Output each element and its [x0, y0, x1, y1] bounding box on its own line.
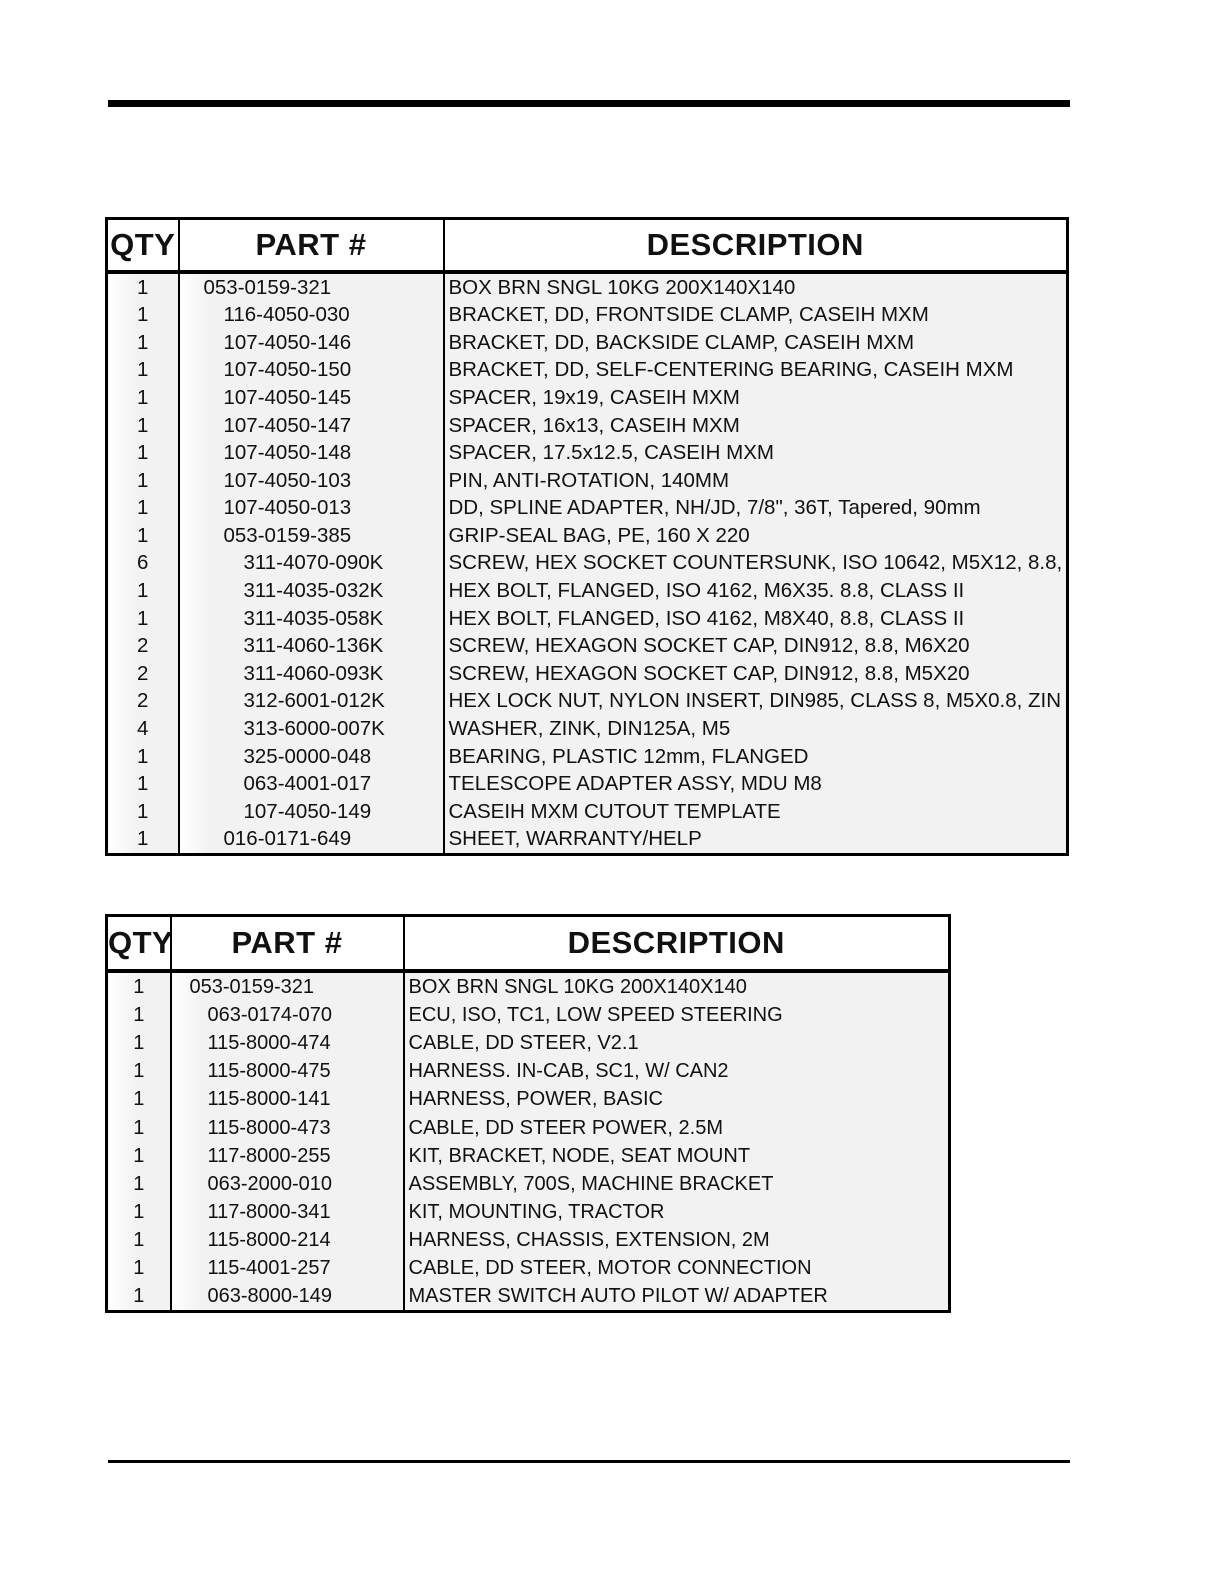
part-number-cell: 115-8000-214	[171, 1226, 404, 1254]
qty-cell: 1	[107, 1226, 171, 1254]
header-row	[107, 219, 1068, 273]
description-cell: DD, SPLINE ADAPTER, NH/JD, 7/8", 36T, Tapered, 90mm	[444, 495, 1068, 523]
description-cell: BOX BRN SNGL 10KG 200X140X140	[444, 272, 1068, 302]
table-row	[107, 302, 1068, 330]
description-cell: SPACER, 16x13, CASEIH MXM	[444, 412, 1068, 440]
part-number-cell: 107-4050-103	[179, 467, 444, 495]
qty-cell: 1	[107, 329, 179, 357]
table-row	[107, 1254, 950, 1282]
part-number-cell: 107-4050-150	[179, 357, 444, 385]
bottom-rule	[108, 1460, 1070, 1463]
qty-cell: 1	[107, 971, 171, 1001]
table-row	[107, 412, 1068, 440]
qty-cell: 1	[107, 743, 179, 771]
description-header: DESCRIPTION	[444, 219, 1068, 273]
table-row	[107, 1029, 950, 1057]
qty-cell: 1	[107, 302, 179, 330]
description-cell: WASHER, ZINK, DIN125A, M5	[444, 716, 1068, 744]
part-number-cell: 107-4050-147	[179, 412, 444, 440]
description-cell: CABLE, DD STEER POWER, 2.5M	[404, 1113, 950, 1141]
description-cell: BRACKET, DD, SELF-CENTERING BEARING, CASEIH MXM	[444, 357, 1068, 385]
table-row	[107, 716, 1068, 744]
part-number-cell: 053-0159-321	[171, 971, 404, 1001]
part-number-header: PART #	[179, 219, 444, 273]
description-cell: HEX LOCK NUT, NYLON INSERT, DIN985, CLASS 8, M5X0.8, ZIN	[444, 688, 1068, 716]
part-number-cell: 107-4050-149	[179, 798, 444, 826]
qty-cell: 1	[107, 1254, 171, 1282]
table-row	[107, 798, 1068, 826]
table-row	[107, 1226, 950, 1254]
part-number-cell: 115-4001-257	[171, 1254, 404, 1282]
table-row	[107, 1085, 950, 1113]
table-row	[107, 329, 1068, 357]
table-row	[107, 357, 1068, 385]
qty-cell: 1	[107, 1085, 171, 1113]
table-row	[107, 1057, 950, 1085]
qty-header: QTY	[107, 916, 171, 972]
qty-cell: 1	[107, 771, 179, 799]
qty-cell: 1	[107, 1282, 171, 1312]
parts-table-1	[105, 217, 1069, 856]
table-row	[107, 1001, 950, 1029]
table-row	[107, 467, 1068, 495]
qty-cell: 1	[107, 1142, 171, 1170]
qty-cell: 1	[107, 1170, 171, 1198]
part-number-cell: 116-4050-030	[179, 302, 444, 330]
description-cell: SCREW, HEXAGON SOCKET CAP, DIN912, 8.8, M5X20	[444, 660, 1068, 688]
description-cell: MASTER SWITCH AUTO PILOT W/ ADAPTER	[404, 1282, 950, 1312]
qty-header: QTY	[107, 219, 179, 273]
part-number-cell: 313-6000-007K	[179, 716, 444, 744]
qty-cell: 6	[107, 550, 179, 578]
description-cell: HARNESS, POWER, BASIC	[404, 1085, 950, 1113]
table-row	[107, 743, 1068, 771]
part-number-cell: 311-4035-032K	[179, 578, 444, 606]
qty-cell: 2	[107, 688, 179, 716]
table-row	[107, 578, 1068, 606]
table-row	[107, 495, 1068, 523]
description-cell: SCREW, HEXAGON SOCKET CAP, DIN912, 8.8, M6X20	[444, 633, 1068, 661]
table-row	[107, 440, 1068, 468]
table-row	[107, 771, 1068, 799]
description-cell: ASSEMBLY, 700S, MACHINE BRACKET	[404, 1170, 950, 1198]
qty-cell: 1	[107, 384, 179, 412]
part-number-cell: 016-0171-649	[179, 826, 444, 855]
part-number-cell: 063-2000-010	[171, 1170, 404, 1198]
table-row	[107, 688, 1068, 716]
qty-cell: 1	[107, 826, 179, 855]
part-number-cell: 107-4050-013	[179, 495, 444, 523]
part-number-cell: 107-4050-146	[179, 329, 444, 357]
table-row	[107, 272, 1068, 302]
qty-cell: 1	[107, 495, 179, 523]
part-number-cell: 311-4060-093K	[179, 660, 444, 688]
part-number-cell: 311-4035-058K	[179, 605, 444, 633]
description-cell: BOX BRN SNGL 10KG 200X140X140	[404, 971, 950, 1001]
description-cell: HARNESS. IN-CAB, SC1, W/ CAN2	[404, 1057, 950, 1085]
description-cell: KIT, MOUNTING, TRACTOR	[404, 1198, 950, 1226]
part-number-cell: 311-4070-090K	[179, 550, 444, 578]
part-number-cell: 115-8000-475	[171, 1057, 404, 1085]
part-number-cell: 117-8000-255	[171, 1142, 404, 1170]
table-row	[107, 660, 1068, 688]
table-row	[107, 522, 1068, 550]
qty-cell: 1	[107, 1057, 171, 1085]
table-row	[107, 826, 1068, 855]
description-cell: ECU, ISO, TC1, LOW SPEED STEERING	[404, 1001, 950, 1029]
top-rule	[108, 100, 1070, 107]
qty-cell: 1	[107, 272, 179, 302]
part-number-cell: 063-4001-017	[179, 771, 444, 799]
part-number-cell: 325-0000-048	[179, 743, 444, 771]
description-cell: HEX BOLT, FLANGED, ISO 4162, M8X40, 8.8, CLASS II	[444, 605, 1068, 633]
qty-cell: 1	[107, 412, 179, 440]
qty-cell: 1	[107, 357, 179, 385]
qty-cell: 1	[107, 798, 179, 826]
qty-cell: 1	[107, 440, 179, 468]
qty-cell: 1	[107, 1029, 171, 1057]
description-cell: SPACER, 17.5x12.5, CASEIH MXM	[444, 440, 1068, 468]
table-row	[107, 384, 1068, 412]
part-number-cell: 115-8000-474	[171, 1029, 404, 1057]
description-cell: GRIP-SEAL BAG, PE, 160 X 220	[444, 522, 1068, 550]
description-cell: HEX BOLT, FLANGED, ISO 4162, M6X35. 8.8, CLASS II	[444, 578, 1068, 606]
table-row	[107, 971, 950, 1001]
description-cell: KIT, BRACKET, NODE, SEAT MOUNT	[404, 1142, 950, 1170]
qty-cell: 1	[107, 1001, 171, 1029]
part-number-cell: 063-0174-070	[171, 1001, 404, 1029]
part-number-cell: 311-4060-136K	[179, 633, 444, 661]
qty-cell: 1	[107, 1198, 171, 1226]
description-cell: TELESCOPE ADAPTER ASSY, MDU M8	[444, 771, 1068, 799]
description-cell: SHEET, WARRANTY/HELP	[444, 826, 1068, 855]
description-cell: BRACKET, DD, BACKSIDE CLAMP, CASEIH MXM	[444, 329, 1068, 357]
description-header: DESCRIPTION	[404, 916, 950, 972]
part-number-cell: 115-8000-473	[171, 1113, 404, 1141]
description-cell: SCREW, HEX SOCKET COUNTERSUNK, ISO 10642, M5X12, 8.8,	[444, 550, 1068, 578]
table-row	[107, 1113, 950, 1141]
description-cell: BRACKET, DD, FRONTSIDE CLAMP, CASEIH MXM	[444, 302, 1068, 330]
table-row	[107, 633, 1068, 661]
part-number-cell: 115-8000-141	[171, 1085, 404, 1113]
qty-cell: 1	[107, 605, 179, 633]
part-number-header: PART #	[171, 916, 404, 972]
description-cell: CABLE, DD STEER, MOTOR CONNECTION	[404, 1254, 950, 1282]
part-number-cell: 063-8000-149	[171, 1282, 404, 1312]
qty-cell: 1	[107, 578, 179, 606]
table-row	[107, 1170, 950, 1198]
part-number-cell: 107-4050-148	[179, 440, 444, 468]
table-row	[107, 550, 1068, 578]
part-number-cell: 312-6001-012K	[179, 688, 444, 716]
part-number-cell: 117-8000-341	[171, 1198, 404, 1226]
description-cell: CASEIH MXM CUTOUT TEMPLATE	[444, 798, 1068, 826]
table-row	[107, 605, 1068, 633]
qty-cell: 2	[107, 660, 179, 688]
qty-cell: 1	[107, 522, 179, 550]
description-cell: CABLE, DD STEER, V2.1	[404, 1029, 950, 1057]
part-number-cell: 053-0159-321	[179, 272, 444, 302]
part-number-cell: 107-4050-145	[179, 384, 444, 412]
table-row	[107, 1282, 950, 1312]
qty-cell: 1	[107, 467, 179, 495]
parts-table-2	[105, 914, 951, 1313]
table-row	[107, 1142, 950, 1170]
part-number-cell: 053-0159-385	[179, 522, 444, 550]
description-cell: SPACER, 19x19, CASEIH MXM	[444, 384, 1068, 412]
qty-cell: 2	[107, 633, 179, 661]
qty-cell: 1	[107, 1113, 171, 1141]
description-cell: BEARING, PLASTIC 12mm, FLANGED	[444, 743, 1068, 771]
qty-cell: 4	[107, 716, 179, 744]
table-row	[107, 1198, 950, 1226]
header-row	[107, 916, 950, 972]
description-cell: HARNESS, CHASSIS, EXTENSION, 2M	[404, 1226, 950, 1254]
description-cell: PIN, ANTI-ROTATION, 140MM	[444, 467, 1068, 495]
